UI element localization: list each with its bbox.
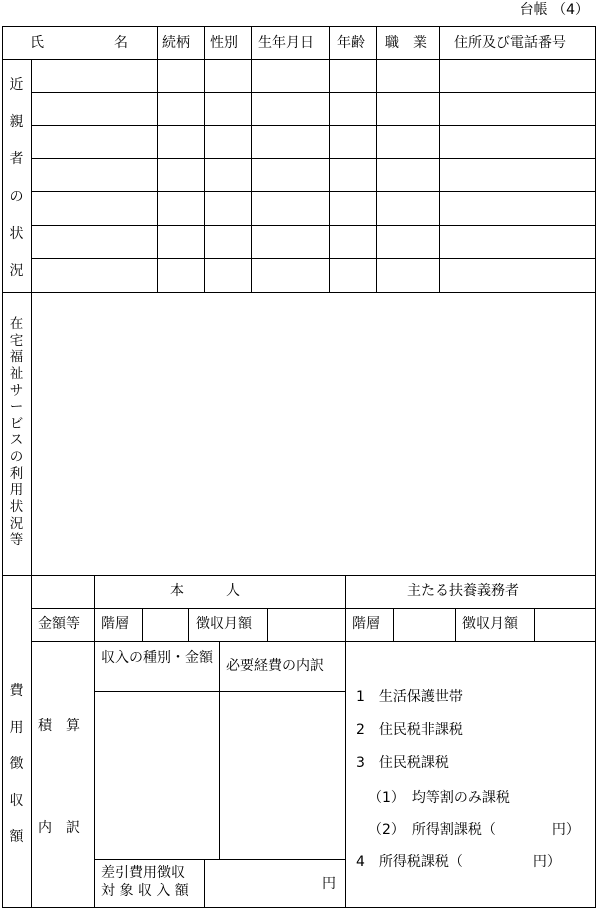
vertical-label-char: 利 <box>9 465 24 482</box>
vertical-label-char: 況 <box>9 262 24 279</box>
header-name: 氏 名 <box>30 35 128 51</box>
rel-line-4 <box>31 191 596 192</box>
rel-line-1 <box>31 92 596 93</box>
ledger-number-label: 台帳 （4） <box>519 2 589 18</box>
vertical-label-char: の <box>9 449 24 466</box>
fee-line-1 <box>31 608 596 609</box>
rel-vline-label <box>31 59 32 292</box>
rel-vline-2 <box>204 26 205 292</box>
net-income-label-line2: 対 象 収 入 額 <box>101 883 189 899</box>
vertical-label-char: サ <box>9 382 24 399</box>
choshu-label-2: 徴収月額 <box>462 616 518 632</box>
header-birth: 生年月日 <box>258 35 314 51</box>
header-sex: 性別 <box>210 35 238 51</box>
rel-line-5 <box>31 225 596 226</box>
uchiwake-label: 内 訳 <box>38 820 80 836</box>
vertical-label-char: 状 <box>9 225 24 242</box>
fee-vline-r2c <box>267 608 268 641</box>
sekisan-label: 積 算 <box>38 718 80 734</box>
rel-line-header <box>2 59 596 60</box>
vertical-label-char: 費 <box>9 683 24 699</box>
choshu-label-1: 徴収月額 <box>196 616 252 632</box>
vertical-label-char: 等 <box>9 532 24 549</box>
kaisou-label-2: 階層 <box>352 616 380 632</box>
rel-vline-4 <box>329 26 330 292</box>
fee-vline-mid <box>345 575 346 907</box>
vertical-label-char: ー <box>9 399 24 416</box>
relatives-section-label <box>2 78 31 278</box>
vertical-label-char: 祉 <box>9 365 24 382</box>
vertical-label-char: の <box>9 188 24 205</box>
option-item: （1） 均等割のみ課税 <box>368 790 510 806</box>
frame-top <box>2 26 596 27</box>
income-vline <box>219 641 220 859</box>
net-income-line <box>94 859 345 860</box>
welfare-line-bottom <box>2 575 596 576</box>
vertical-label-char: 福 <box>9 349 24 366</box>
fee-vline-r2e <box>455 608 456 641</box>
fee-vline-r2b <box>188 608 189 641</box>
net-income-vline <box>204 859 205 907</box>
vertical-label-char: 額 <box>9 829 24 845</box>
fee-section-label <box>2 684 31 844</box>
rel-line-6 <box>31 258 596 259</box>
rel-line-2 <box>31 125 596 126</box>
vertical-label-char: 徴 <box>9 756 24 772</box>
rel-vline-6 <box>439 26 440 292</box>
vertical-label-char: ス <box>9 432 24 449</box>
option-item: 4 所得税課税（ 円） <box>356 854 561 870</box>
net-income-label-line1: 差引費用徴収 <box>101 865 185 881</box>
fee-vline-r2d <box>393 608 394 641</box>
rel-vline-1 <box>157 26 158 292</box>
income-header-line <box>94 691 345 692</box>
income-type-label: 収入の種別・金額 <box>101 650 213 666</box>
fee-vline-label <box>31 575 32 907</box>
vertical-label-char: 近 <box>9 77 24 93</box>
vertical-label-char: 況 <box>9 515 24 532</box>
welfare-section-label <box>2 318 31 548</box>
fee-vline-1 <box>94 575 95 907</box>
rel-line-3 <box>31 158 596 159</box>
kingaku-label: 金額等 <box>38 616 80 632</box>
option-item: 2 住民税非課税 <box>356 722 463 738</box>
yen-label: 円 <box>322 876 336 892</box>
rel-vline-5 <box>376 26 377 292</box>
vertical-label-char: 収 <box>9 792 24 809</box>
fuyou-label: 主たる扶養義務者 <box>407 583 519 599</box>
vertical-label-char: 用 <box>9 482 24 499</box>
honnin-label: 本 人 <box>170 583 240 599</box>
vertical-label-char: 用 <box>9 719 24 736</box>
header-job: 職 業 <box>385 35 427 51</box>
header-age: 年齢 <box>337 35 365 51</box>
fee-line-2 <box>31 641 596 642</box>
expenses-label: 必要経費の内訳 <box>226 658 324 674</box>
option-item: 1 生活保護世帯 <box>356 689 463 705</box>
welfare-vline <box>31 292 32 575</box>
header-address: 住所及び電話番号 <box>454 35 566 51</box>
fee-vline-r2a <box>142 608 143 641</box>
vertical-label-char: 宅 <box>9 332 24 349</box>
frame-bottom <box>2 907 596 908</box>
rel-vline-3 <box>251 26 252 292</box>
rel-line-bottom <box>2 292 596 293</box>
vertical-label-char: 在 <box>9 316 24 332</box>
vertical-label-char: ビ <box>9 415 24 432</box>
vertical-label-char: 親 <box>9 114 24 131</box>
fee-vline-r2f <box>534 608 535 641</box>
option-item: 3 住民税課税 <box>356 755 449 771</box>
vertical-label-char: 状 <box>9 499 24 516</box>
option-item: （2） 所得割課税（ 円） <box>368 822 580 838</box>
kaisou-label-1: 階層 <box>101 616 129 632</box>
header-relation: 続柄 <box>162 35 190 51</box>
vertical-label-char: 者 <box>9 151 24 168</box>
